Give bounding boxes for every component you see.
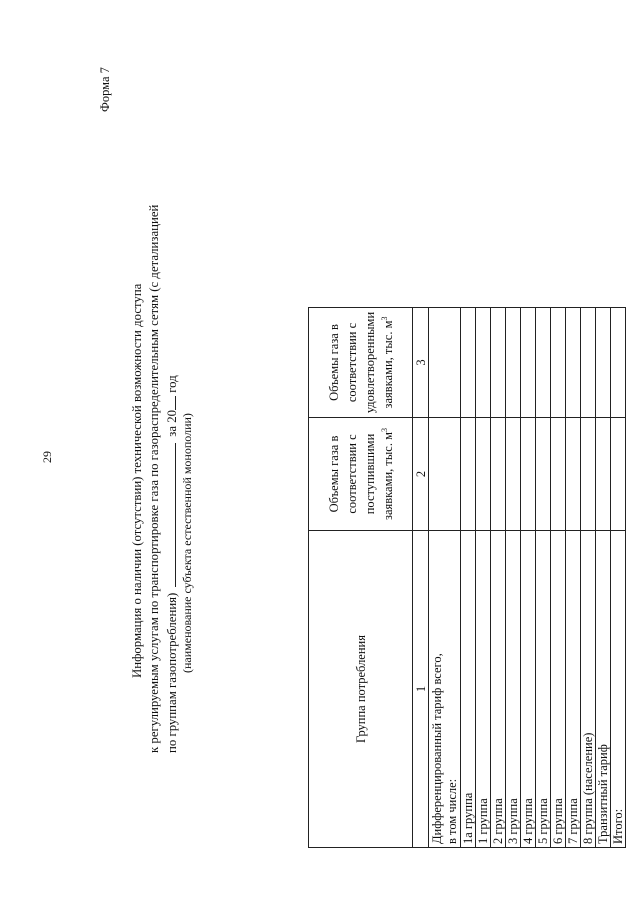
table-row bbox=[506, 308, 521, 848]
table-row bbox=[551, 308, 566, 848]
header-col3-line: Объемы газа в bbox=[326, 324, 341, 401]
value-cell-satisfied[interactable] bbox=[506, 308, 521, 418]
table-row bbox=[476, 308, 491, 848]
table-row bbox=[521, 308, 536, 848]
header-satisfied-applications bbox=[309, 308, 413, 418]
row-label: Транзитный тариф bbox=[596, 531, 611, 848]
table-row bbox=[611, 308, 626, 848]
value-cell-received[interactable] bbox=[461, 418, 476, 531]
value-cell-received[interactable] bbox=[506, 418, 521, 531]
gas-volume-table bbox=[308, 307, 626, 848]
form-label: Форма 7 bbox=[98, 67, 112, 112]
column-number: 2 bbox=[413, 418, 429, 531]
value-cell-received[interactable] bbox=[429, 418, 461, 531]
row-label: 3 группа bbox=[506, 531, 521, 848]
table-row bbox=[491, 308, 506, 848]
row-label: 1 группа bbox=[476, 531, 491, 848]
table-header-row bbox=[309, 308, 413, 848]
value-cell-received[interactable] bbox=[566, 418, 581, 531]
row-label: 2 группа bbox=[491, 531, 506, 848]
row-label: 4 группа bbox=[521, 531, 536, 848]
page-number: 29 bbox=[40, 451, 54, 463]
value-cell-satisfied[interactable] bbox=[551, 308, 566, 418]
header-col2-line: Объемы газа в bbox=[326, 435, 341, 513]
title-line-1: Информация о наличии (отсутствии) технической возможности доступа bbox=[130, 283, 144, 678]
row-label: 6 группа bbox=[551, 531, 566, 848]
value-cell-satisfied[interactable] bbox=[521, 308, 536, 418]
value-cell-satisfied[interactable] bbox=[611, 308, 626, 418]
row-label bbox=[429, 531, 461, 848]
value-cell-received[interactable] bbox=[521, 418, 536, 531]
table-row bbox=[461, 308, 476, 848]
header-col2-line: поступившими bbox=[362, 433, 377, 515]
row-label-line: в том числе: bbox=[444, 778, 459, 844]
value-cell-satisfied[interactable] bbox=[581, 308, 596, 418]
row-label-line: Дифференцированный тариф всего, bbox=[429, 653, 444, 844]
title-line-3 bbox=[163, 375, 180, 753]
header-col3-line: соответствии с bbox=[344, 322, 359, 403]
table-row bbox=[581, 308, 596, 848]
value-cell-received[interactable] bbox=[596, 418, 611, 531]
title-line-2: к регулируемым услугам по транспортировке газа по газораспределительным сетям (с детализацией bbox=[147, 204, 161, 753]
table-row bbox=[596, 308, 611, 848]
row-label: 1а группа bbox=[461, 531, 476, 848]
table-row bbox=[566, 308, 581, 848]
row-label: 7 группа bbox=[566, 531, 581, 848]
header-received-applications bbox=[309, 418, 413, 531]
value-cell-satisfied[interactable] bbox=[491, 308, 506, 418]
header-consumption-group: Группа потребления bbox=[309, 531, 413, 848]
value-cell-satisfied[interactable] bbox=[461, 308, 476, 418]
year-blank bbox=[163, 396, 176, 410]
value-cell-satisfied[interactable] bbox=[536, 308, 551, 418]
organization-caption: (наименование субъекта естественной монополии) bbox=[180, 413, 194, 673]
year-suffix: год bbox=[165, 375, 179, 393]
table-row bbox=[536, 308, 551, 848]
unit-exponent: 3 bbox=[379, 316, 389, 321]
unit-exponent: 3 bbox=[379, 428, 389, 432]
header-col2-line: соответствии с bbox=[344, 434, 359, 514]
year-prefix: за 20 bbox=[165, 409, 179, 437]
title-line-3-text: по группам газопотребления) bbox=[165, 592, 179, 753]
value-cell-received[interactable] bbox=[476, 418, 491, 531]
value-cell-received[interactable] bbox=[536, 418, 551, 531]
header-col2-line: заявками, тыс. м bbox=[380, 432, 395, 520]
column-number: 3 bbox=[413, 308, 429, 418]
row-label: Итого: bbox=[611, 531, 626, 848]
header-col3-line: удовлетворенными bbox=[362, 311, 377, 414]
value-cell-received[interactable] bbox=[491, 418, 506, 531]
row-label: 5 группа bbox=[536, 531, 551, 848]
header-col3-line: заявками, тыс. м bbox=[380, 320, 395, 409]
value-cell-satisfied[interactable] bbox=[566, 308, 581, 418]
value-cell-satisfied[interactable] bbox=[596, 308, 611, 418]
table-row bbox=[429, 308, 461, 848]
value-cell-satisfied[interactable] bbox=[429, 308, 461, 418]
value-cell-received[interactable] bbox=[581, 418, 596, 531]
column-number: 1 bbox=[413, 531, 429, 848]
value-cell-received[interactable] bbox=[611, 418, 626, 531]
value-cell-received[interactable] bbox=[551, 418, 566, 531]
column-number-row bbox=[413, 308, 429, 848]
row-label: 8 группа (население) bbox=[581, 531, 596, 848]
organization-name-blank bbox=[163, 443, 176, 587]
value-cell-satisfied[interactable] bbox=[476, 308, 491, 418]
